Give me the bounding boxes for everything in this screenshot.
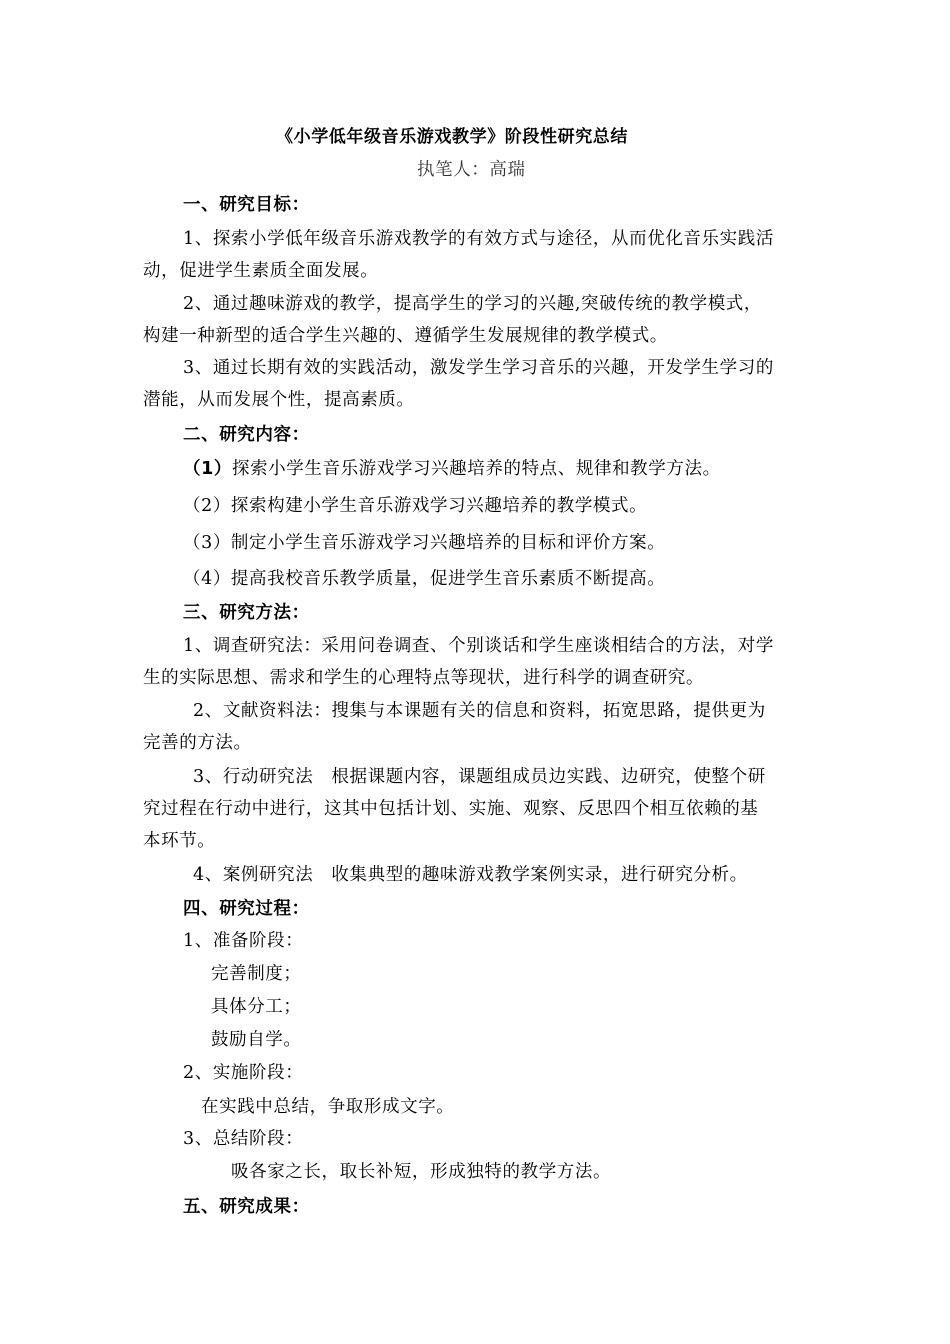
method-1-line-1: 1、调查研究法：采用问卷调查、个别谈话和学生座谈相结合的方法，对学 [183, 636, 774, 656]
stage-1-title: 1、准备阶段： [183, 931, 304, 951]
stage-3-item: 吸各家之长，取长补短，形成独特的教学方法。 [231, 1162, 612, 1182]
goal-2-line-1: 2、通过趣味游戏的教学，提高学生的学习的兴趣,突破传统的教学模式， [183, 294, 762, 314]
content-item-3: （3）制定小学生音乐游戏学习兴趣培养的目标和评价方案。 [183, 533, 666, 553]
goal-1-line-2: 动，促进学生素质全面发展。 [143, 261, 379, 281]
method-2-line-2: 完善的方法。 [143, 733, 252, 753]
stage-2-item: 在实践中总结，争取形成文字。 [201, 1097, 455, 1117]
goal-3-line-2: 潜能，从而发展个性，提高素质。 [143, 390, 415, 410]
content-item-1-number: （1） [183, 459, 232, 479]
stage-1-item-2: 具体分工； [211, 997, 302, 1017]
section-heading-results: 五、研究成果： [183, 1197, 310, 1217]
method-3-line-1: 3、行动研究法 根据课题内容，课题组成员边实践、边研究，使整个研 [193, 767, 766, 787]
method-2-line-1: 2、文献资料法：搜集与本课题有关的信息和资料，拓宽思路，提供更为 [193, 701, 766, 721]
stage-1-item-1: 完善制度； [211, 964, 302, 984]
content-item-4: （4）提高我校音乐教学质量，促进学生音乐素质不断提高。 [183, 569, 666, 589]
content-item-2: （2）探索构建小学生音乐游戏学习兴趣培养的教学模式。 [183, 496, 648, 516]
method-3-line-2: 究过程在行动中进行，这其中包括计划、实施、观察、反思四个相互依赖的基 [143, 799, 759, 819]
author-line: 执笔人：高瑞 [417, 160, 526, 180]
goal-2-line-2: 构建一种新型的适合学生兴趣的、遵循学生发展规律的教学模式。 [143, 326, 668, 346]
stage-3-title: 3、总结阶段： [183, 1129, 304, 1149]
stage-2-title: 2、实施阶段： [183, 1063, 304, 1083]
section-heading-process: 四、研究过程： [183, 899, 310, 919]
method-4: 4、案例研究法 收集典型的趣味游戏教学案例实录，进行研究分析。 [193, 865, 748, 885]
goal-1-line-1: 1、探索小学低年级音乐游戏教学的有效方式与途径，从而优化音乐实践活 [183, 229, 774, 249]
content-item-1-text: 探索小学生音乐游戏学习兴趣培养的特点、规律和教学方法。 [231, 459, 721, 479]
stage-1-item-3: 鼓励自学。 [211, 1030, 302, 1050]
section-heading-methods: 三、研究方法： [183, 603, 310, 623]
method-3-line-3: 本环节。 [143, 831, 216, 851]
section-heading-goals: 一、研究目标： [183, 195, 310, 215]
content-item-1 [183, 457, 721, 481]
section-heading-content: 二、研究内容： [183, 425, 310, 445]
method-1-line-2: 生的实际思想、需求和学生的心理特点等现状，进行科学的调查研究。 [143, 668, 705, 688]
goal-3-line-1: 3、通过长期有效的实践活动，激发学生学习音乐的兴趣，开发学生学习的 [183, 358, 774, 378]
page-title: 《小学低年级音乐游戏教学》阶段性研究总结 [276, 127, 628, 147]
